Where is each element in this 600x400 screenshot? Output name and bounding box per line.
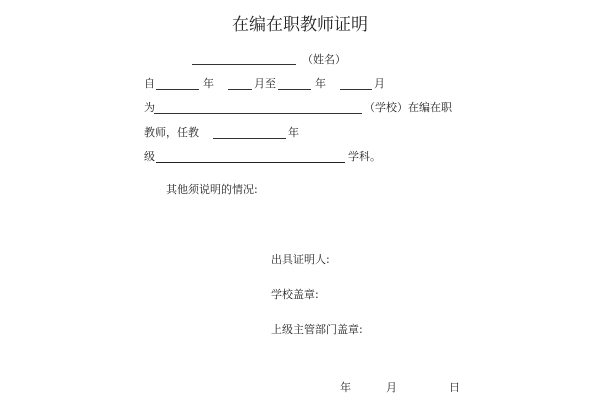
teaching-year-blank[interactable] [213,138,286,139]
subject-blank[interactable] [156,162,345,163]
grade-label: 级 [144,150,155,163]
from-label: 自 [144,77,155,90]
date-month-label: 月 [386,381,397,394]
notes-label: 其他须说明的情况: [166,183,258,196]
end-year-blank[interactable] [278,89,311,90]
school-blank[interactable] [154,113,362,114]
end-month-label: 月 [374,77,385,90]
end-year-label: 年 [315,77,326,90]
issuer-label: 出具证明人: [271,253,330,266]
school-suffix-label: （学校）在编在职 [364,101,452,114]
start-month-blank[interactable] [228,89,252,90]
start-year-blank[interactable] [156,89,199,90]
end-month-blank[interactable] [340,89,372,90]
authority-seal-label: 上级主管部门盖章: [271,323,363,336]
name-blank[interactable] [192,64,296,65]
date-day-label: 日 [449,381,460,394]
subject-label: 学科。 [348,150,381,163]
teaching-year-label: 年 [288,126,299,139]
month-to-label: 月至 [254,77,276,90]
name-label: （姓名） [302,53,346,66]
school-seal-label: 学校盖章: [271,288,319,301]
start-year-label: 年 [203,77,214,90]
teacher-prefix-label: 教师，任教 [144,126,199,139]
date-year-label: 年 [340,381,351,394]
for-label: 为 [144,101,155,114]
page-title: 在编在职教师证明 [232,15,368,35]
